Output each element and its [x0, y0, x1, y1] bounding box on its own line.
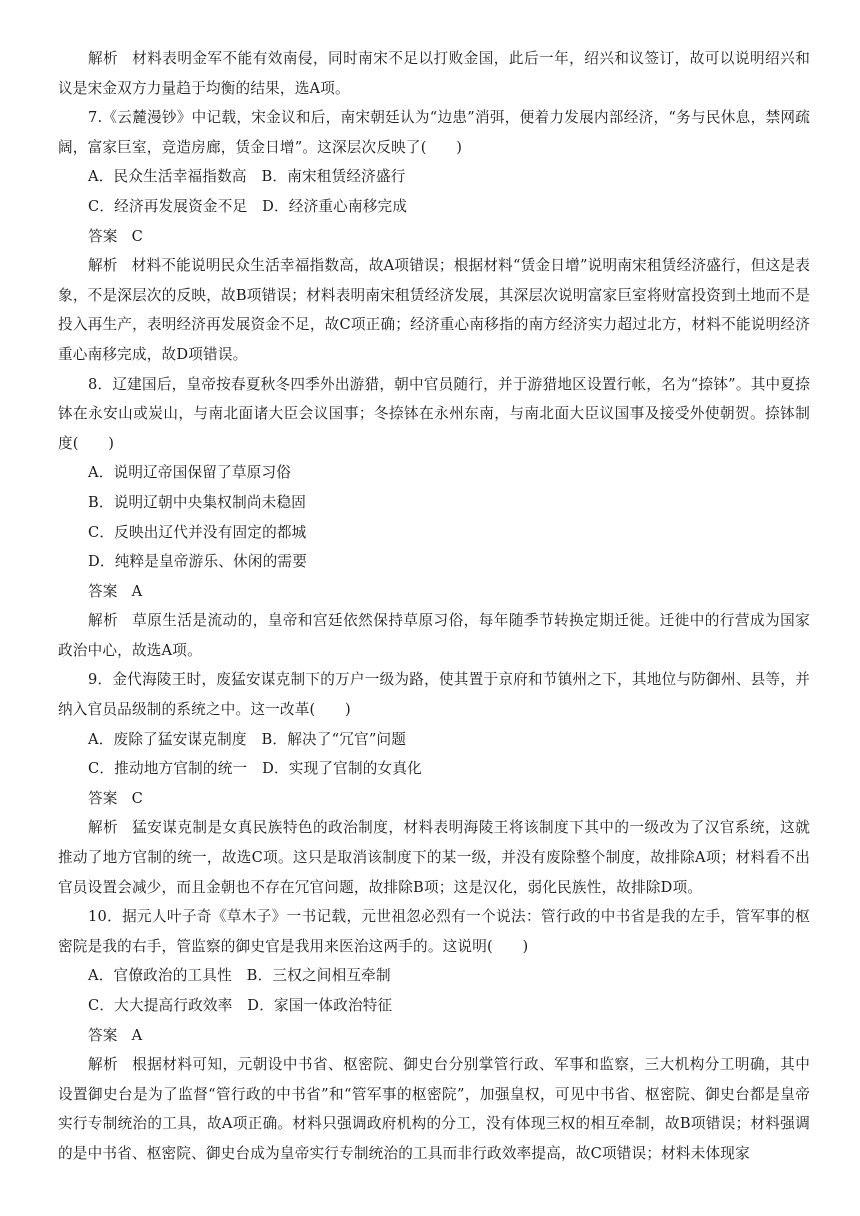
- analysis-text: 材料不能说明民众生活幸福指数高，故A项错误；根据材料“赁金日增”说明南宋租赁经济盛行，但这是表象，不是深层次的反映，故B项错误；材料表明南宋租赁经济发展，其深层次说明富家巨室将财富投资到土地而不是投入再生产，表明经济再发展资金不足，故C项正确；经济重心南移指的南方经济实力超过北方，材料不能说明经济重心南移完成，故D项错误。: [58, 257, 810, 363]
- answer-label: 答案: [88, 789, 118, 807]
- answer-label: 答案: [88, 227, 118, 245]
- question-10-stem: 10．据元人叶子奇《草木子》一书记载，元世祖忽必烈有一个说法：管行政的中书省是我的左手，管军事的枢密院是我的右手，管监察的御史官是我用来医治这两手的。这说明( ): [58, 908, 810, 955]
- question-7-options-ab: A．民众生活幸福指数高 B．南宋租赁经济盛行: [88, 168, 406, 186]
- analysis-paragraph: [58, 44, 810, 103]
- question-8-analysis: [58, 606, 810, 665]
- question-7-answer: [58, 222, 810, 252]
- question-10-options-cd: C．大大提高行政效率 D．家国一体政治特征: [88, 997, 393, 1014]
- question-9-options-ab: A．废除了猛安谋克制度 B．解决了“冗官”问题: [88, 730, 407, 748]
- question-8-stem: 8．辽建国后，皇帝按春夏秋冬四季外出游猎，朝中官员随行，并于游猎地区设置行帐，名为“捺钵”。其中夏捺钵在永安山或炭山，与南北面诸大臣会议国事；冬捺钵在永州东南，与南北面大臣议国事及接受外使朝贺。捺钵制度( ): [58, 375, 810, 452]
- analysis-label: 解析: [88, 257, 118, 275]
- analysis-text: 草原生活是流动的，皇帝和宫廷依然保持草原习俗，每年随季节转换定期迁徙。迁徙中的行营成为国家政治中心，故选A项。: [58, 612, 810, 659]
- question-8-option-b: B．说明辽朝中央集权制尚未稳固: [88, 493, 307, 511]
- question-10-answer: [58, 1021, 810, 1051]
- analysis-text: 材料表明金军不能有效南侵，同时南宋不足以打败金国，此后一年，绍兴和议签订，故可以说明绍兴和议是宋金双方力量趋于均衡的结果，选A项。: [58, 50, 810, 97]
- answer-value: C: [131, 227, 143, 245]
- question-8-option-d: D．纯粹是皇帝游乐、休闲的需要: [88, 553, 308, 571]
- answer-label: 答案: [88, 582, 118, 600]
- question-8-option-a: A．说明辽帝国保留了草原习俗: [88, 464, 292, 482]
- answer-value: A: [131, 1026, 143, 1044]
- analysis-text: 根据材料可知，元朝设中书省、枢密院、御史台分别掌管行政、军事和监察，三大机构分工明确，其中设置御史台是为了监督“管行政的中书省”和“管军事的枢密院”，加强皇权，可见中书省、枢密院、御史台都是皇帝实行专制统治的工具，故A项正确。材料只强调政府机构的分工，没有体现三权的相互牵制，故B项错误；材料强调的是中书省、枢密院、御史台成为皇帝实行专制统治的工具而非行政效率提高，故C项错误；材料未体现家: [58, 1056, 810, 1162]
- analysis-label: 解析: [88, 612, 119, 630]
- question-10-options-ab: A．官僚政治的工具性 B．三权之间相互牵制: [88, 967, 391, 985]
- question-9-stem: 9．金代海陵王时，废猛安谋克制下的万户一级为路，使其置于京府和节镇州之下，其地位与防御州、县等，并纳入官员品级制的系统之中。这一改革( ): [58, 671, 810, 719]
- question-9-analysis: [58, 813, 810, 902]
- document-page: [58, 44, 810, 1169]
- analysis-label: 解析: [88, 819, 119, 837]
- question-9-options-cd: C．推动地方官制的统一 D．实现了官制的女真化: [88, 760, 422, 778]
- analysis-label: 解析: [88, 1056, 119, 1074]
- question-7-options-cd: C．经济再发展资金不足 D．经济重心南移完成: [88, 197, 408, 215]
- answer-label: 答案: [88, 1026, 118, 1044]
- question-8-answer: [58, 577, 810, 607]
- question-7-analysis: [58, 251, 810, 369]
- question-7-stem: 7.《云麓漫钞》中记载，宋金议和后，南宋朝廷认为“边患”消弭，便着力发展内部经济，“务与民休息，禁网疏阔，富家巨室，竞造房廊，赁金日增”。这深层次反映了( ): [58, 109, 810, 156]
- answer-value: A: [131, 582, 143, 600]
- answer-value: C: [131, 789, 143, 807]
- question-9-answer: [58, 784, 810, 814]
- question-8-option-c: C．反映出辽代并没有固定的都城: [88, 523, 307, 541]
- analysis-text: 猛安谋克制是女真民族特色的政治制度，材料表明海陵王将该制度下其中的一级改为了汉官系统，这就推动了地方官制的统一，故选C项。这只是取消该制度下的某一级，并没有废除整个制度，故排除A项；材料看不出官员设置会减少，而且金朝也不存在冗官问题，故排除B项；这是汉化，弱化民族性，故排除D项。: [58, 819, 810, 896]
- analysis-label: 解析: [88, 50, 119, 67]
- question-10-analysis: [58, 1050, 810, 1168]
